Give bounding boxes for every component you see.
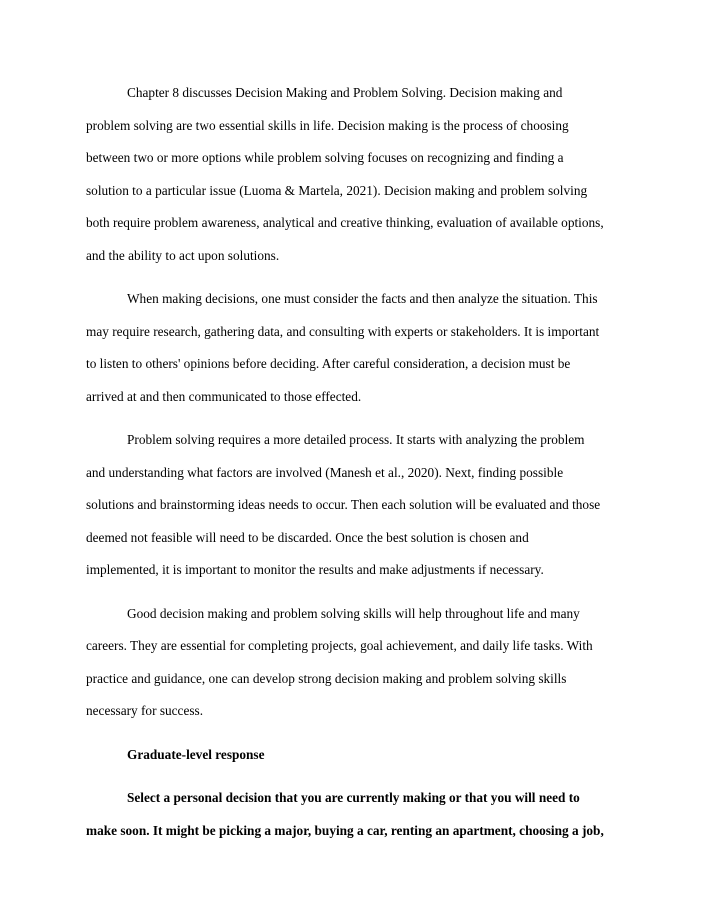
paragraph-3 (86, 426, 646, 589)
document-page (86, 79, 646, 849)
paragraph-line: problem solving are two essential skills in life. Decision making is the process of choosing (86, 117, 569, 133)
paragraph-line: Chapter 8 discusses Decision Making and Problem Solving. Decision making and (127, 85, 563, 100)
paragraph-line: both require problem awareness, analytical and creative thinking, evaluation of available options, (86, 215, 604, 230)
paragraph-line: necessary for success. (86, 703, 204, 718)
paragraph-line: arrived at and then communicated to those effected. (86, 388, 362, 404)
paragraph-line: careers. They are essential for completing projects, goal achievement, and daily life tasks. With (86, 638, 593, 653)
paragraph-line: and the ability to act upon solutions. (86, 247, 280, 263)
paragraph-4 (86, 600, 646, 730)
paragraph-line: When making decisions, one must consider the facts and then analyze the situation. This (127, 291, 598, 306)
prompt-line: Select a personal decision that you are currently making or that you will need to (127, 790, 580, 805)
paragraph-line: between two or more options while problem solving focuses on recognizing and finding a (86, 150, 564, 165)
paragraph-line: practice and guidance, one can develop strong decision making and problem solving skills (86, 670, 567, 686)
paragraph-line: may require research, gathering data, and consulting with experts or stakeholders. It is important (86, 323, 600, 339)
paragraph-line: solution to a particular issue (Luoma & Martela, 2021). Decision making and problem solving (86, 182, 588, 198)
paragraph-line: to listen to others' opinions before deciding. After careful consideration, a decision must be (86, 356, 571, 371)
paragraph-line: Good decision making and problem solving skills will help throughout life and many (127, 605, 580, 621)
paragraph-line: solutions and brainstorming ideas needs to occur. Then each solution will be evaluated and those (86, 497, 601, 512)
paragraph-2 (86, 285, 646, 415)
paragraph-line: deemed not feasible will need to be discarded. Once the best solution is chosen and (86, 529, 529, 545)
prompt-line: make soon. It might be picking a major, buying a car, renting an apartment, choosing a job, (86, 822, 604, 838)
paragraph-line: and understanding what factors are involved (Manesh et al., 2020). Next, finding possible (86, 464, 564, 480)
paragraph-line: implemented, it is important to monitor the results and make adjustments if necessary. (86, 562, 544, 577)
paragraph-line: Problem solving requires a more detailed process. It starts with analyzing the problem (127, 432, 585, 447)
prompt-paragraph (86, 784, 646, 849)
section-heading: Graduate-level response (127, 746, 265, 762)
paragraph-1 (86, 79, 646, 274)
